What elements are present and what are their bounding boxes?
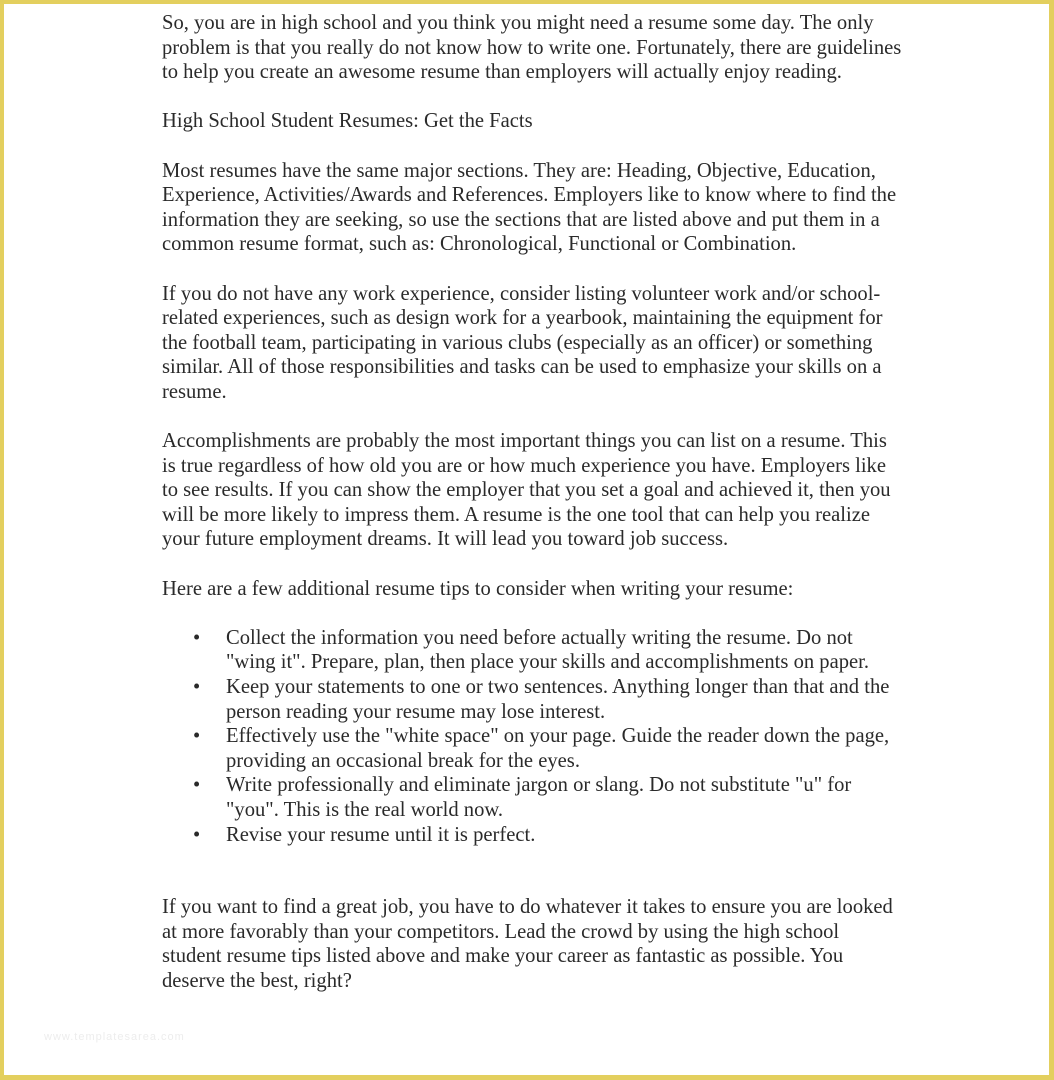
list-item <box>162 773 902 822</box>
watermark: www.templatesarea.com <box>44 1031 185 1043</box>
tips-intro-paragraph: Here are a few additional resume tips to consider when writing your resume: <box>162 577 794 600</box>
sections-paragraph: Most resumes have the same major sections. They are: Heading, Objective, Education, Experience, Activities/Awards and References. Employers like to know where to find the information they are seeking, so use the sections that are listed above and put them in a common resume format, such as: Chronological, Functional or Combination. <box>162 159 897 256</box>
list-item <box>162 823 902 848</box>
tip-text: Collect the information you need before actually writing the resume. Do not "wing it". Prepare, plan, then place your skills and accomplishments on paper. <box>226 626 870 674</box>
bullet-icon: • <box>193 774 201 797</box>
intro-paragraph: So, you are in high school and you think you might need a resume some day. The only problem is that you really do not know how to write one. Fortunately, there are guidelines to help you create an awesome resume than employers will actually enjoy reading. <box>162 12 902 84</box>
tip-text: Write professionally and eliminate jargon or slang. Do not substitute "u" for "you". This is the real world now. <box>226 774 852 821</box>
bullet-icon: • <box>193 676 201 699</box>
list-item <box>162 724 902 773</box>
bullet-icon: • <box>193 725 201 748</box>
document-body <box>162 11 902 1018</box>
list-item <box>162 675 902 724</box>
tips-list <box>162 626 902 847</box>
tip-text: Revise your resume until it is perfect. <box>226 823 536 846</box>
tip-text: Keep your statements to one or two sentences. Anything longer than that and the person reading your resume may lose interest. <box>226 676 890 723</box>
accomplishments-paragraph: Accomplishments are probably the most important things you can list on a resume. This is true regardless of how old you are or how much experience you have. Employers like to see results. If you can show the employer that you set a goal and achieved it, then you will be more likely to impress them. A resume is the one tool that can help you realize your future employment dreams. It will lead you toward job success. <box>162 430 891 551</box>
section-heading: High School Student Resumes: Get the Facts <box>162 110 533 133</box>
experience-paragraph: If you do not have any work experience, consider listing volunteer work and/or school-related experiences, such as design work for a yearbook, maintaining the equipment for the football team, participating in various clubs (especially as an officer) or something similar. All of those responsibilities and tasks can be used to emphasize your skills on a resume. <box>162 282 883 403</box>
conclusion-paragraph: If you want to find a great job, you have to do whatever it takes to ensure you are looked at more favorably than your competitors. Lead the crowd by using the high school student resume tips listed above and make your career as fantastic as possible. You deserve the best, right? <box>162 896 893 992</box>
tip-text: Effectively use the "white space" on your page. Guide the reader down the page, providing an occasional break for the eyes. <box>226 725 890 772</box>
bullet-icon: • <box>193 626 201 649</box>
list-item <box>162 626 902 675</box>
bullet-icon: • <box>193 823 201 846</box>
